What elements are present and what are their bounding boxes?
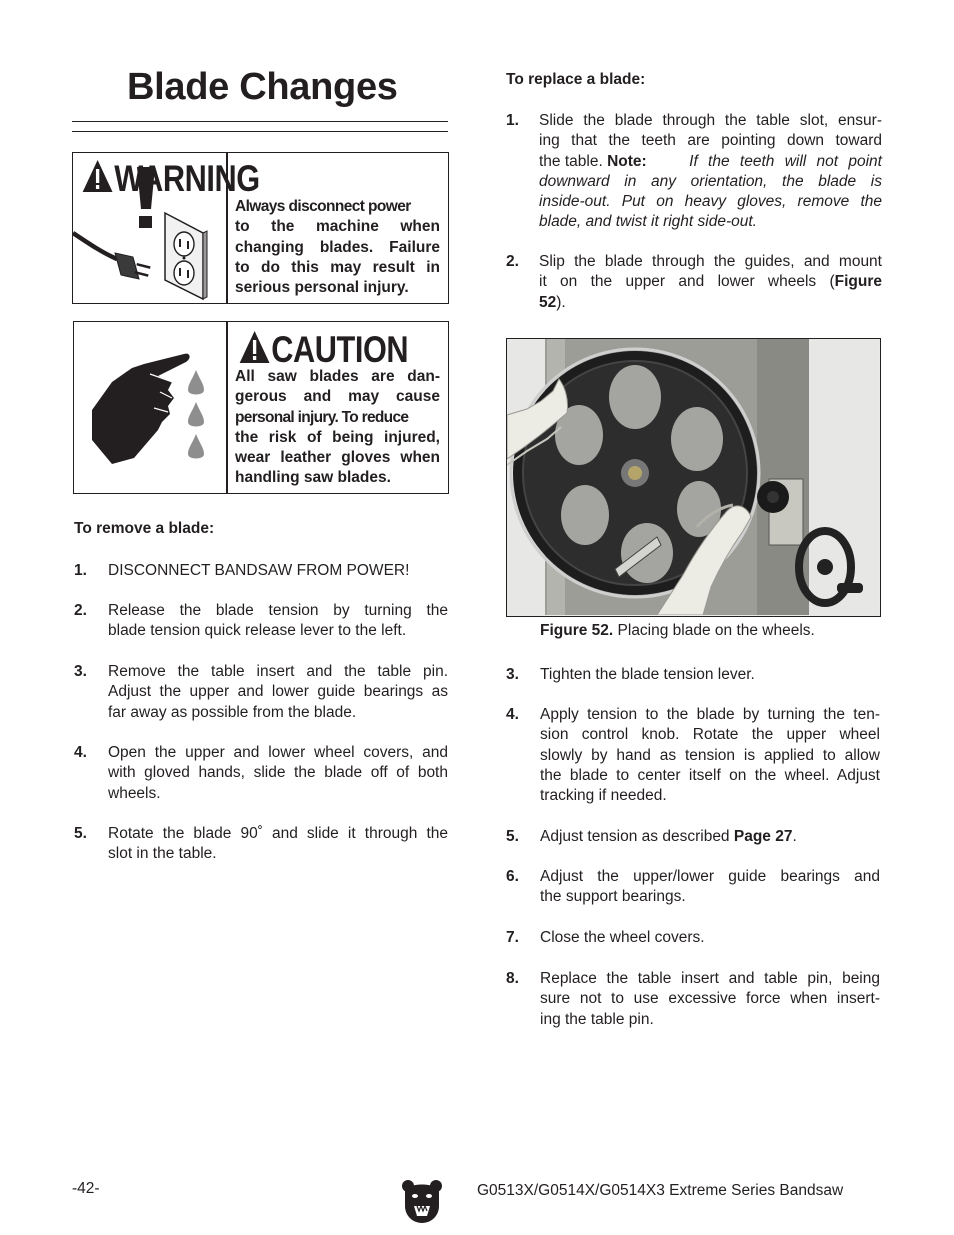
caution-text: [235, 367, 440, 489]
warning-triangle-icon: [81, 158, 114, 194]
step-line: Rotate the blade 90˚ and slide it through the: [108, 825, 448, 842]
warning-line: to do this may result in: [235, 258, 440, 276]
step-line: Apply tension to the blade by turning the ten-: [540, 706, 880, 723]
figure-caption-text: Placing blade on the wheels.: [617, 622, 815, 639]
step-line: ing that the teeth are pointing down toward: [539, 132, 882, 150]
blood-drop-icon: [188, 370, 204, 459]
step-number: 3.: [506, 666, 519, 683]
caution-box-divider: [226, 322, 228, 493]
note-line: inside-out. Put on heavy gloves, remove the: [539, 193, 882, 211]
note-line: blade, and twist it right side-out.: [539, 213, 757, 231]
step-number: 2.: [74, 602, 87, 619]
caution-line: gerous and may cause: [235, 388, 440, 406]
step-line: far away as possible from the blade.: [108, 703, 357, 721]
note-label: Note:: [607, 152, 647, 170]
step-line: Slide the blade through the table slot, ensur-: [539, 112, 882, 129]
step-text: ).: [556, 293, 566, 311]
step-number: 2.: [506, 253, 519, 270]
step-number: 5.: [506, 828, 519, 845]
step-line-mixed: [540, 827, 880, 847]
step-line: wheels.: [108, 784, 161, 802]
title-rule-bottom: [72, 131, 448, 132]
warning-heading: [81, 158, 260, 200]
figure-52-image: [506, 338, 881, 617]
step-number: 4.: [506, 706, 519, 723]
step-line-mixed: [539, 272, 882, 292]
step-text: the table.: [539, 152, 603, 170]
step-line: Replace the table insert and table pin, being: [540, 970, 880, 987]
pointing-hand-icon: [74, 322, 226, 493]
caution-box: [73, 321, 449, 494]
caution-line: personal injury. To reduce: [235, 408, 409, 426]
caution-line: wear leather gloves when: [235, 449, 440, 467]
step-line: Release the blade tension by turning the: [108, 602, 448, 619]
warning-line: changing blades. Failure: [235, 238, 440, 256]
step-number: 7.: [506, 929, 519, 946]
figure-label: Figure 52.: [540, 622, 614, 639]
figure-ref[interactable]: 52: [539, 293, 557, 311]
title-rule-top: [72, 121, 448, 122]
step-number: 5.: [74, 825, 87, 842]
warning-text: [235, 197, 440, 298]
step-line: tracking if needed.: [540, 787, 667, 805]
step-number: 6.: [506, 868, 519, 885]
step-line: the support bearings.: [540, 888, 686, 906]
step-line: slowly by hand as tension is applied to allow: [540, 746, 880, 764]
step-line: ing the table pin.: [540, 1010, 654, 1028]
caution-line: handling saw blades.: [235, 469, 391, 487]
note-text: If the teeth will not point: [689, 152, 882, 170]
figure-ref[interactable]: Figure: [834, 273, 882, 291]
warning-box: [72, 152, 449, 304]
remove-heading: To remove a blade:: [74, 520, 215, 537]
step-number: 4.: [74, 744, 87, 761]
step-line: sion control knob. Rotate the upper wheel: [540, 726, 880, 744]
caution-heading: [238, 329, 408, 371]
step-text: .: [792, 828, 797, 845]
step-number: 1.: [506, 112, 519, 129]
step-line: the blade to center itself on the wheel. Adjust: [540, 766, 880, 784]
step-number: 3.: [74, 663, 87, 680]
note-line: downward in any orientation, the blade is: [539, 172, 882, 190]
step-line: Open the upper and lower wheel covers, and: [108, 744, 448, 761]
caution-triangle-icon: [238, 329, 271, 365]
page-number: -42-: [72, 1180, 100, 1197]
page-ref[interactable]: Page 27: [733, 828, 793, 845]
power-plug-icon: [73, 233, 151, 279]
step-line: with gloved hands, slide the blade off of both: [108, 764, 448, 782]
step-number: 1.: [74, 562, 87, 579]
step-line: Adjust the upper/lower guide bearings and: [540, 868, 880, 885]
step-line: Close the wheel covers.: [540, 929, 705, 946]
caution-label: CAUTION: [271, 329, 409, 370]
step-line: Remove the table insert and the table pin.: [108, 663, 448, 680]
page-title: Blade Changes: [127, 66, 398, 108]
step-number: 8.: [506, 970, 519, 987]
warning-line: to the machine when: [235, 218, 440, 236]
tension-knob-icon: [757, 481, 789, 513]
step-line: Slip the blade through the guides, and mount: [539, 253, 882, 270]
step-text: it on the upper and lower wheels (: [539, 273, 835, 291]
warning-line: Always disconnect power: [235, 198, 411, 215]
footer-model-name: G0513X/G0514X/G0514X3 Extreme Series Bandsaw: [477, 1182, 844, 1199]
step-line: Adjust the upper and lower guide bearings as: [108, 683, 448, 701]
step-line-mixed: [539, 152, 882, 172]
figure-caption: [540, 622, 815, 640]
replace-heading: To replace a blade:: [506, 71, 646, 88]
step-line: sure not to use excessive force when insert-: [540, 990, 880, 1008]
step-line: DISCONNECT BANDSAW FROM POWER!: [108, 562, 410, 579]
step-line: Tighten the blade tension lever.: [540, 666, 755, 683]
wall-outlet-icon: [165, 213, 207, 299]
bandsaw-wheel-photo: [507, 339, 879, 615]
caution-line: All saw blades are dan-: [235, 368, 440, 385]
caution-line: the risk of being injured,: [235, 428, 440, 446]
step-line: blade tension quick release lever to the left.: [108, 622, 407, 640]
warning-line: serious personal injury.: [235, 279, 409, 297]
warning-label: WARNING: [114, 158, 260, 199]
step-text: Adjust tension as described: [540, 828, 734, 845]
grizzly-bear-logo-icon: [401, 1178, 443, 1224]
step-line: slot in the table.: [108, 845, 217, 863]
step-line-mixed: [539, 293, 882, 313]
